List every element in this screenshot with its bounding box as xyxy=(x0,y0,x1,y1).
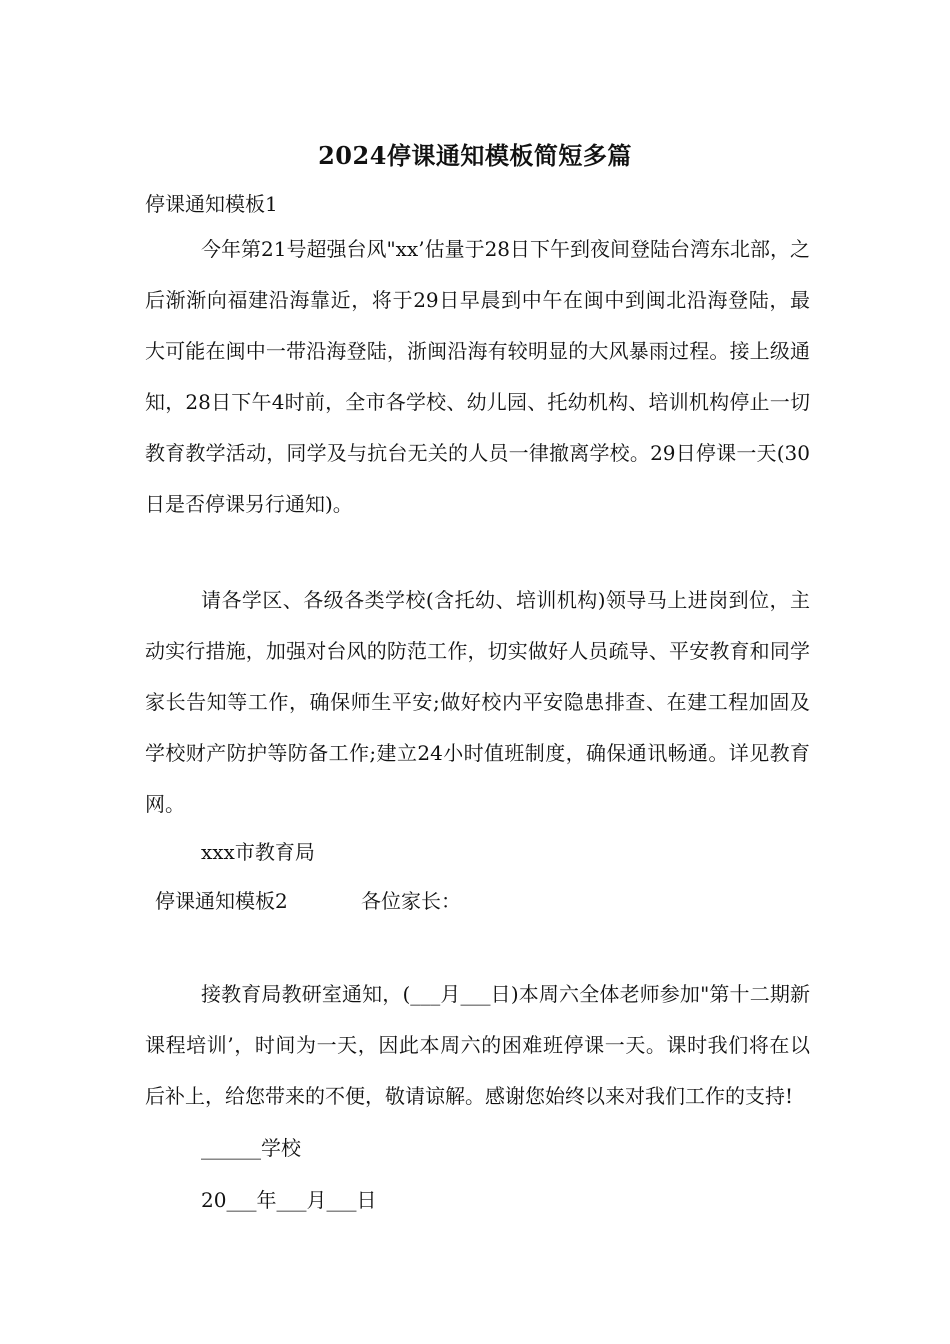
section2-heading: 停课通知模板2 xyxy=(155,889,288,913)
section1-paragraph2: 请各学区、各级各类学校(含托幼、培训机构)领导马上进岗到位，主动实行措施，加强对台风的防范工作，切实做好人员疏导、平安教育和同学家长告知等工作，确保师生平安;做好校内平安隐患排查、在建工程加固及学校财产防护等防备工作;建立24小时值班制度，确保通讯畅通。详见教育网。 xyxy=(145,588,810,816)
section1-paragraph1: 今年第21号超强台风"xx’估量于28日下午到夜间登陆台湾东北部，之后渐渐向福建沿海靠近，将于29日早晨到中午在闽中到闽北沿海登陆，最大可能在闽中一带沿海登陆，浙闽沿海有较明显的大风暴雨过程。接上级通知，28日下午4时前，全市各学校、幼儿园、托幼机构、培训机构停止一切教育教学活动，同学及与抗台无关的人员一律撤离学校。29日停课一天(30日是否停课另行通知)。 xyxy=(145,237,811,516)
section2-paragraph1: 接教育局教研室通知，(___月___日)本周六全体老师参加"第十二期新课程培训’，时间为一天，因此本周六的困难班停课一天。课时我们将在以后补上，给您带来的不便，敬请谅解。感谢您始终以来对我们工作的支持! xyxy=(145,982,810,1108)
document-title: 2024停课通知模板简短多篇 xyxy=(318,141,632,170)
section2-date: 20___年___月___日 xyxy=(201,1188,377,1212)
section2-school: ______学校 xyxy=(201,1136,301,1160)
section1-heading: 停课通知模板1 xyxy=(145,192,278,216)
section2-greeting: 各位家长： xyxy=(361,889,461,913)
section1-signature: xxx市教育局 xyxy=(201,840,315,864)
